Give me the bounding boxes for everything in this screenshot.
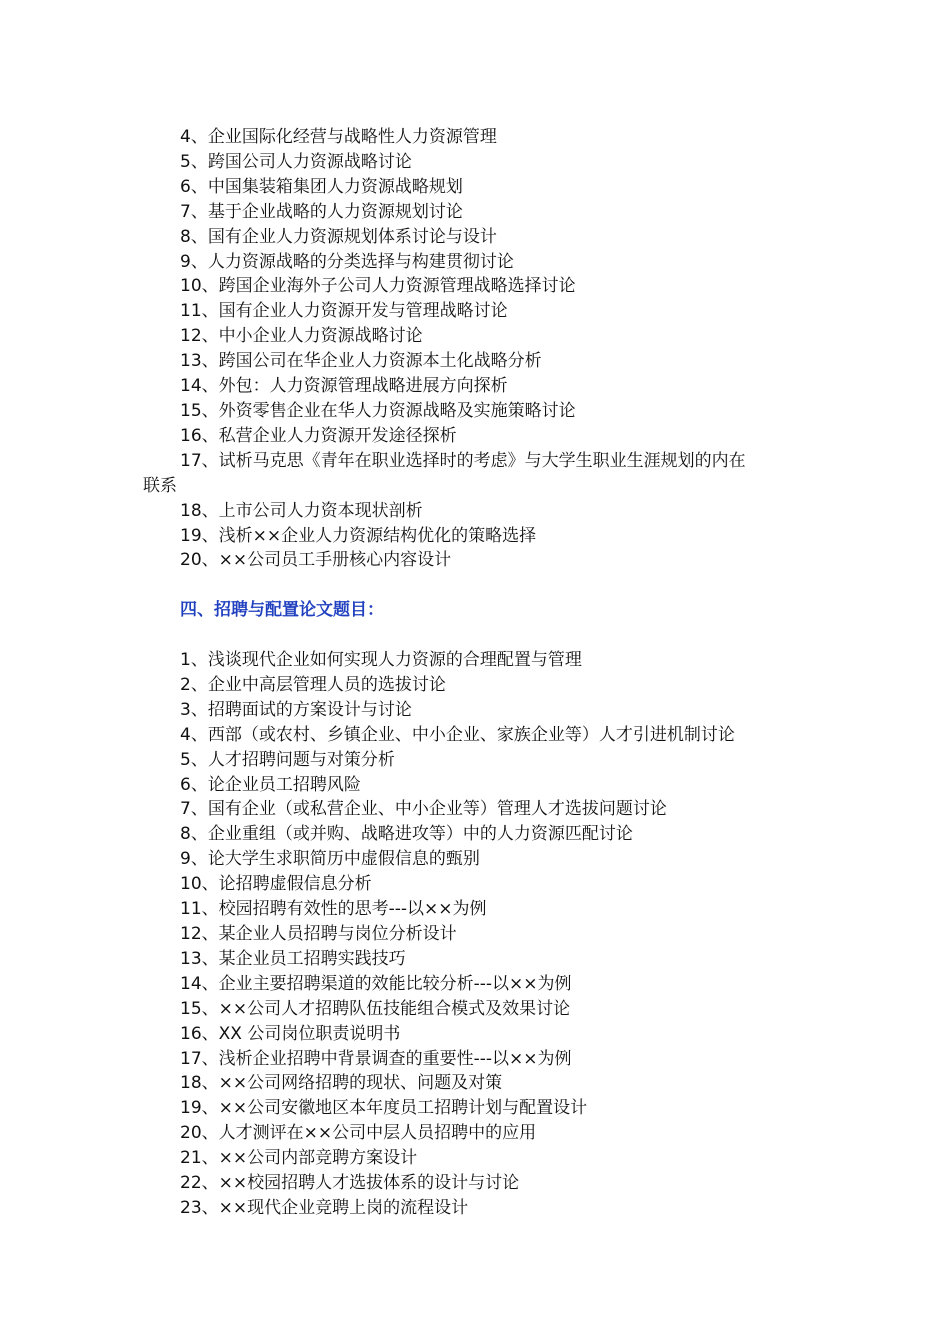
list-item: 19、××公司安徽地区本年度员工招聘计划与配置设计 (180, 1098, 588, 1119)
list-item: 8、企业重组（或并购、战略进攻等）中的人力资源匹配讨论 (180, 824, 633, 845)
list-item: 4、企业国际化经营与战略性人力资源管理 (180, 127, 497, 147)
list-item: 5、人才招聘问题与对策分析 (180, 749, 395, 770)
list-item: 5、跨国公司人力资源战略讨论 (180, 151, 412, 172)
list-item: 23、××现代企业竞聘上岗的流程设计 (180, 1197, 469, 1218)
list-item: 1、浅谈现代企业如何实现人力资源的合理配置与管理 (180, 650, 582, 670)
section4-heading: 四、招聘与配置论文题目： (180, 600, 384, 620)
list-item: 4、西部（或农村、乡镇企业、中小企业、家族企业等）人才引进机制讨论 (180, 724, 735, 745)
list-item: 6、中国集装箱集团人力资源战略规划 (180, 176, 463, 197)
list-item: 19、浅析××企业人力资源结构优化的策略选择 (180, 525, 537, 546)
list-item: 18、××公司网络招聘的现状、问题及对策 (180, 1073, 503, 1094)
list-item: 13、某企业员工招聘实践技巧 (180, 948, 406, 969)
list-item: 2、企业中高层管理人员的选拔讨论 (180, 674, 446, 695)
list-item: 21、××公司内部竞聘方案设计 (180, 1148, 418, 1169)
section4-list (180, 648, 820, 1221)
list-item: 10、论招聘虚假信息分析 (180, 874, 372, 895)
list-item: 16、XX 公司岗位职责说明书 (180, 1023, 401, 1044)
list-item: 13、跨国公司在华企业人力资源本土化战略分析 (180, 351, 542, 372)
list-item: 9、论大学生求职简历中虚假信息的甄别 (180, 849, 480, 870)
list-item: 11、校园招聘有效性的思考---以××为例 (180, 899, 487, 920)
list-item: 7、基于企业战略的人力资源规划讨论 (180, 201, 463, 222)
list-item: 7、国有企业（或私营企业、中小企业等）管理人才选拔问题讨论 (180, 799, 667, 820)
list-item: 6、论企业员工招聘风险 (180, 774, 361, 795)
list-item: 20、××公司员工手册核心内容设计 (180, 550, 452, 571)
list-item-17-line1: 17、试析马克思《青年在职业选择时的考虑》与大学生职业生涯规划的内在 (180, 450, 746, 471)
list-item: 17、浅析企业招聘中背景调查的重要性---以××为例 (180, 1048, 572, 1069)
list-item-17-line2: 联系 (143, 475, 177, 496)
list-item: 14、企业主要招聘渠道的效能比较分析---以××为例 (180, 973, 572, 994)
list-item: 10、跨国企业海外子公司人力资源管理战略选择讨论 (180, 276, 576, 297)
list-item: 11、国有企业人力资源开发与管理战略讨论 (180, 301, 508, 322)
list-item: 15、××公司人才招聘队伍技能组合模式及效果讨论 (180, 998, 571, 1019)
list-item: 8、国有企业人力资源规划体系讨论与设计 (180, 226, 497, 247)
list-item: 3、招聘面试的方案设计与讨论 (180, 699, 412, 720)
list-item: 14、外包：人力资源管理战略进展方向探析 (180, 376, 508, 397)
list-item: 9、人力资源战略的分类选择与构建贯彻讨论 (180, 251, 514, 272)
list-item: 12、中小企业人力资源战略讨论 (180, 326, 423, 347)
list-item: 15、外资零售企业在华人力资源战略及实施策略讨论 (180, 400, 576, 421)
list-item: 22、××校园招聘人才选拔体系的设计与讨论 (180, 1173, 520, 1194)
list-item: 20、人才测评在××公司中层人员招聘中的应用 (180, 1123, 537, 1144)
list-item: 16、私营企业人力资源开发途径探析 (180, 425, 457, 446)
list-item: 18、上市公司人力资本现状剖析 (180, 500, 423, 521)
list-item: 12、某企业人员招聘与岗位分析设计 (180, 923, 457, 944)
section3-list (143, 125, 820, 573)
